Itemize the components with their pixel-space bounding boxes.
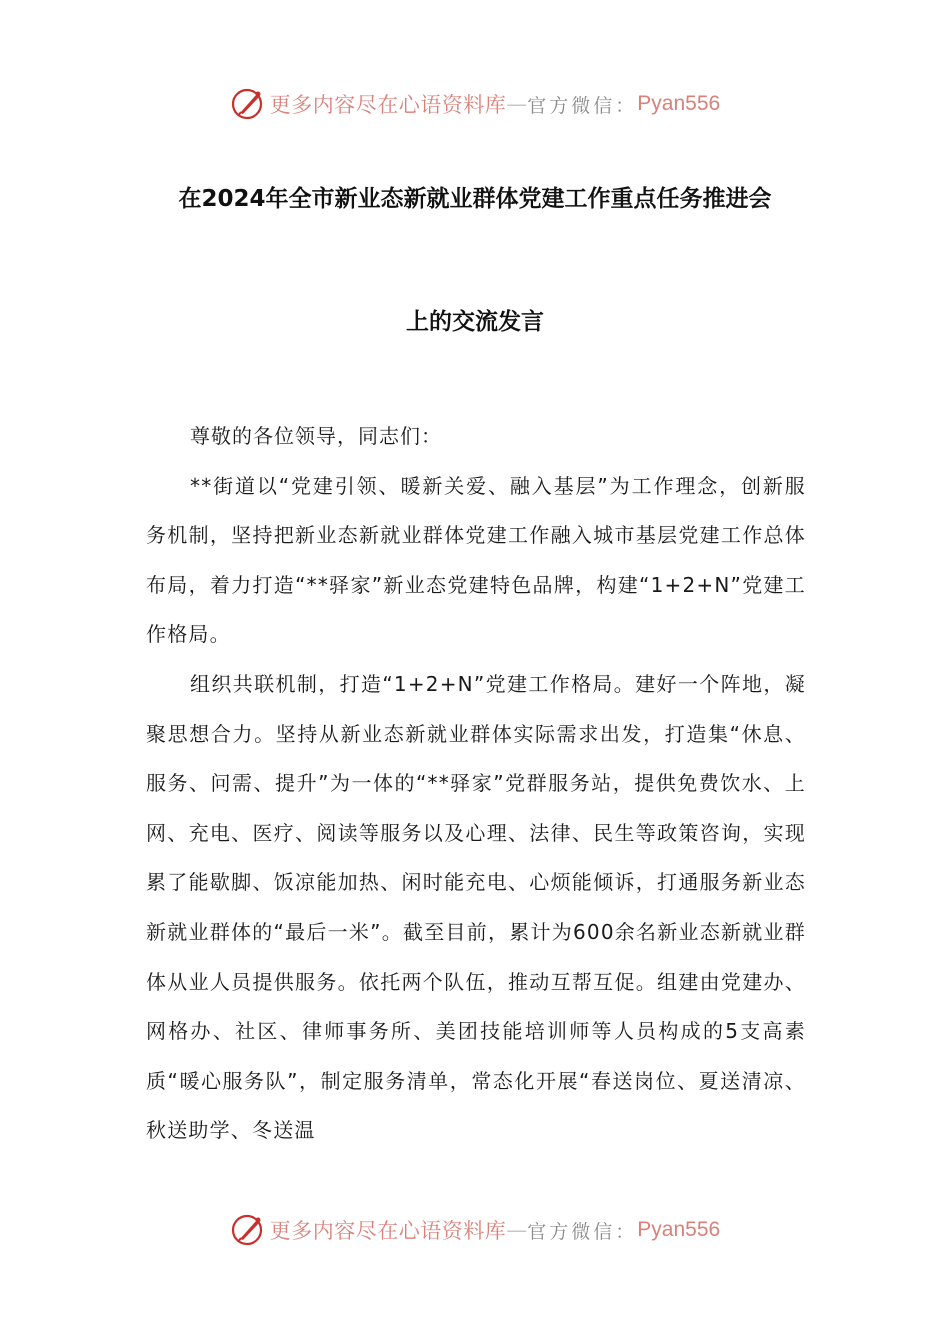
watermark-brand: 更多内容尽在心语资料库 [269, 1219, 507, 1243]
quill-pen-circle-icon [230, 86, 266, 122]
watermark-separator: — [506, 92, 528, 116]
watermark-official: 官方微信： [527, 1220, 638, 1243]
quill-pen-circle-icon [230, 1212, 266, 1248]
paragraph: **街道以“党建引领、暖新关爱、融入基层”为工作理念，创新服务机制，坚持把新业态新就业群体党建工作融入城市基层党建工作总体布局，着力打造“**驿家”新业态党建特色品牌，构建“1+2+N”党建工作格局。 [146, 473, 806, 647]
document-body [146, 412, 806, 1156]
document-title-line-2: 上的交流发言 [406, 309, 544, 335]
watermark-official: 官方微信： [527, 94, 638, 117]
document-title-line-1: 在2024年全市新业态新就业群体党建工作重点任务推进会 [178, 186, 772, 212]
watermark-separator: — [506, 1218, 528, 1242]
watermark-wechat-id: Pyan556 [637, 1218, 721, 1241]
watermark-wechat-id: Pyan556 [637, 92, 721, 115]
watermark-footer [0, 1210, 950, 1250]
watermark-header [0, 84, 950, 124]
paragraph: 组织共联机制，打造“1+2+N”党建工作格局。建好一个阵地，凝聚思想合力。坚持从新业态新就业群体实际需求出发，打造集“休息、服务、问需、提升”为一体的“**驿家”党群服务站，提供免费饮水、上网、充电、医疗、阅读等服务以及心理、法律、民生等政策咨询，实现累了能歇脚、饭凉能加热、闲时能充电、心烦能倾诉，打通服务新业态新就业群体的“最后一米”。截至目前，累计为600余名新业态新就业群体从业人员提供服务。依托两个队伍，推动互帮互促。组建由党建办、网格办、社区、律师事务所、美团技能培训师等人员构成的5支高素质“暖心服务队”，制定服务清单，常态化开展“春送岗位、夏送清凉、秋送助学、冬送温 [146, 671, 806, 1143]
watermark-brand: 更多内容尽在心语资料库 [269, 93, 507, 117]
greeting: 尊敬的各位领导，同志们： [190, 424, 442, 448]
